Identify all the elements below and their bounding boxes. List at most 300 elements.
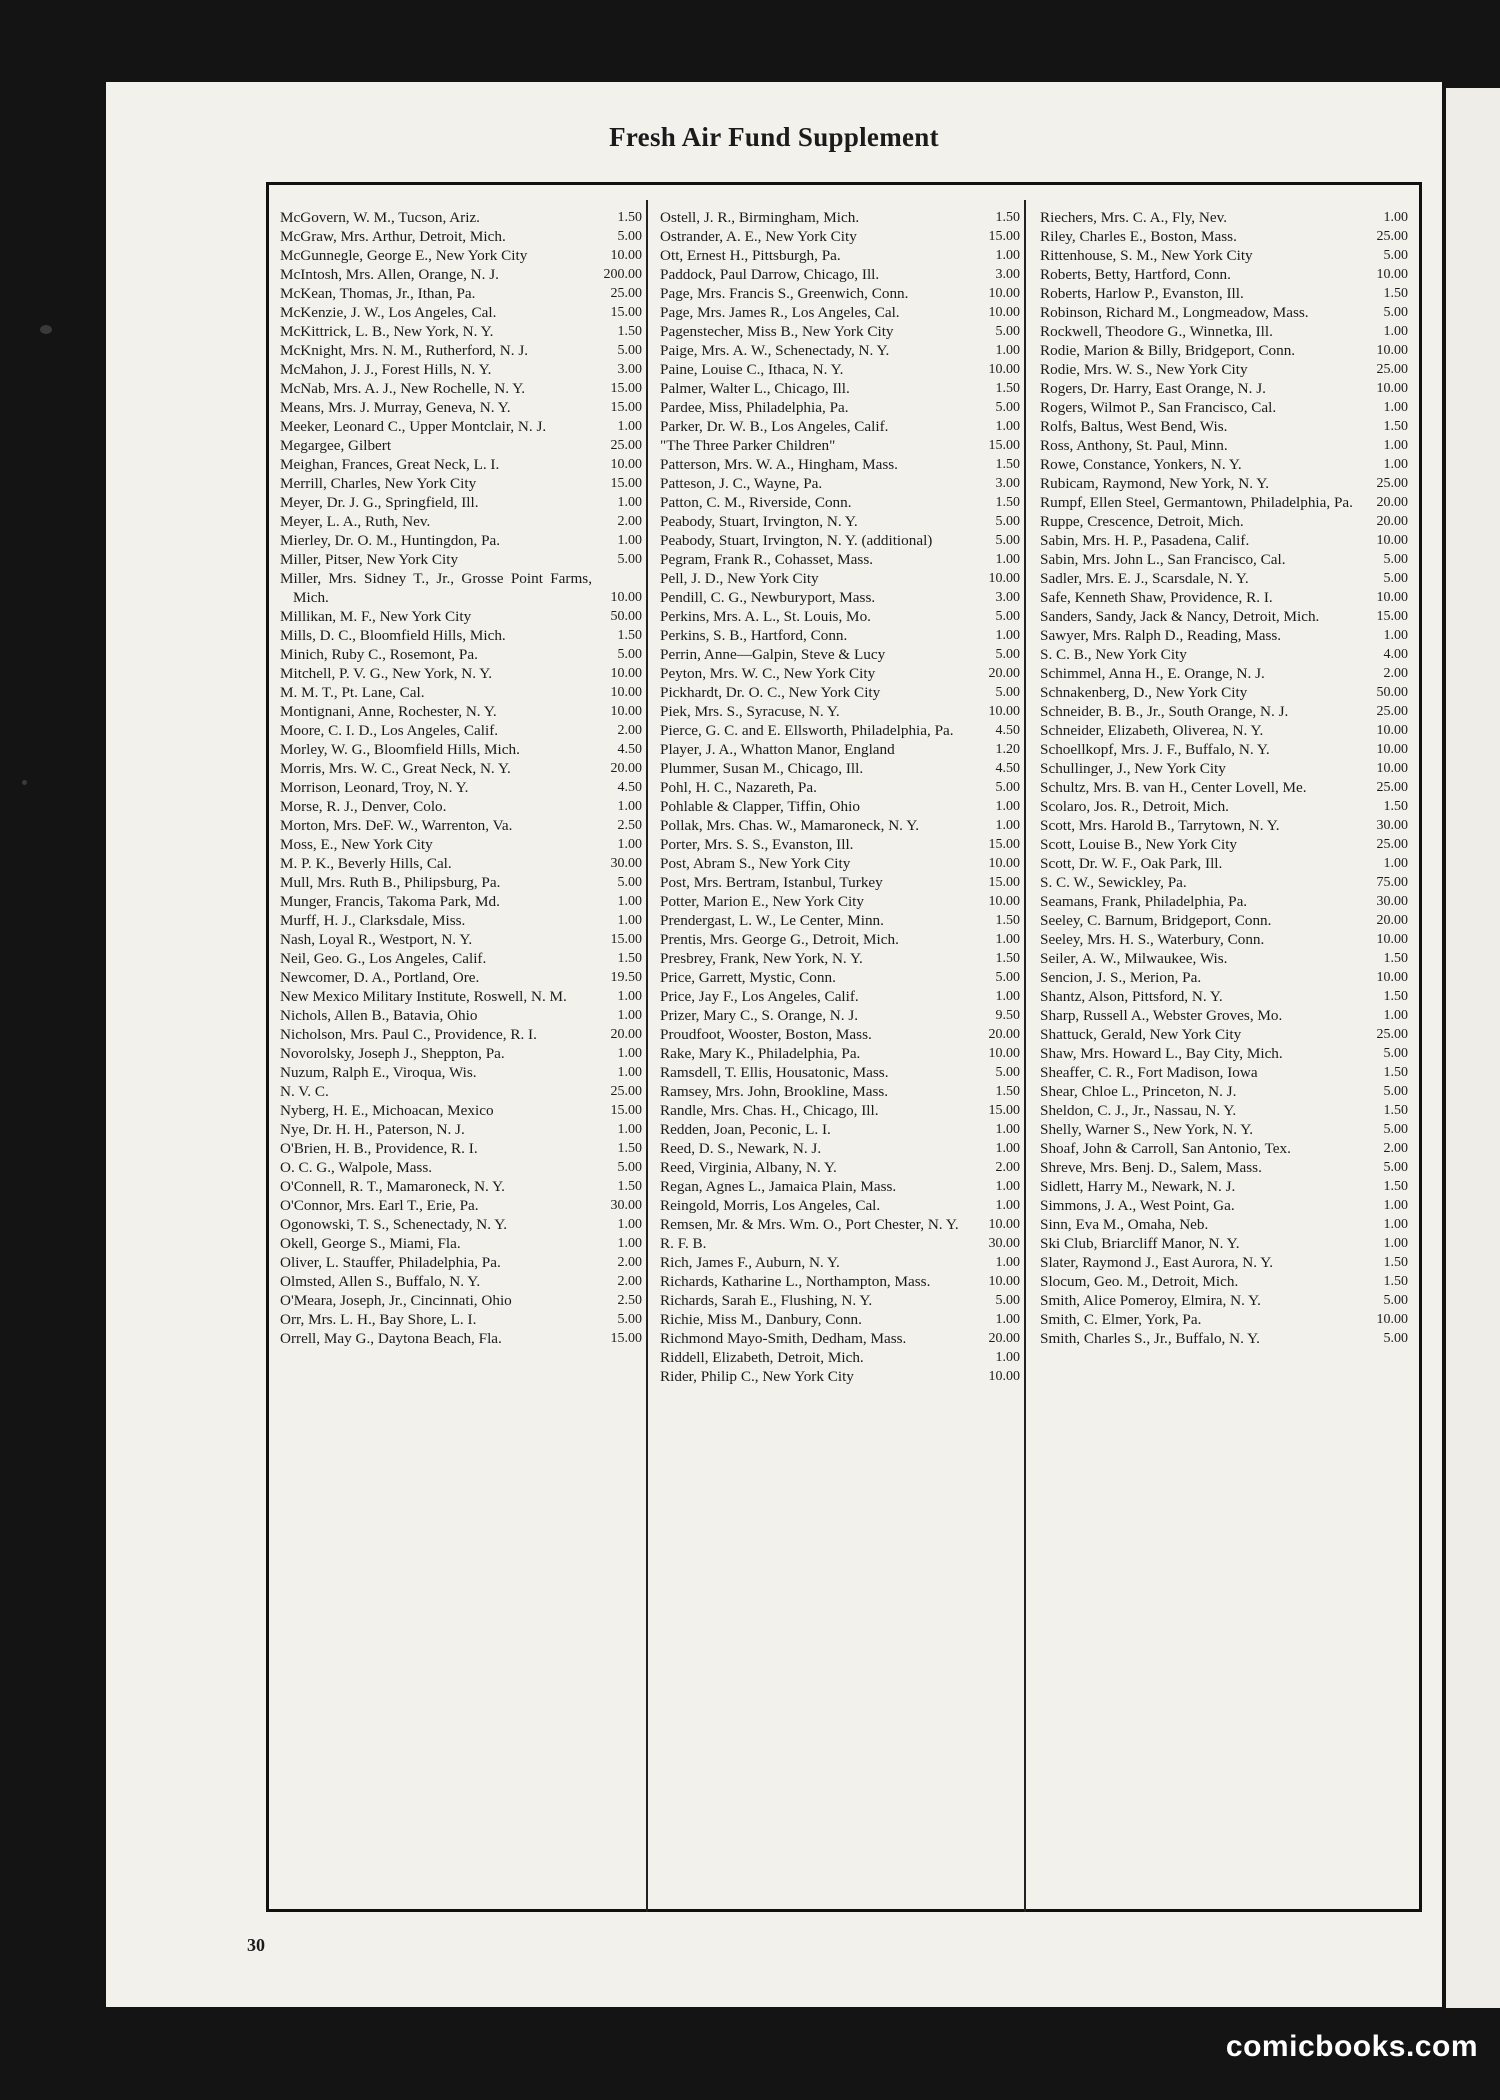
contributor-name: Paine, Louise C., Ithaca, N. Y.	[660, 361, 844, 378]
contributor-entry	[1040, 1177, 1408, 1196]
contributor-name: Pegram, Frank R., Cohasset, Mass.	[660, 551, 874, 568]
contribution-amount: 1.50	[1383, 799, 1408, 814]
contributor-entry	[660, 303, 1020, 322]
contribution-amount: 5.00	[617, 343, 642, 358]
contributor-name: Nicholson, Mrs. Paul C., Providence, R. I.	[280, 1026, 537, 1043]
contribution-amount: 75.00	[1376, 875, 1408, 890]
contribution-amount: 2.00	[995, 1160, 1020, 1175]
contribution-amount: 2.50	[617, 818, 642, 833]
contributor-name: Patton, C. M., Riverside, Conn.	[660, 494, 852, 511]
contributor-entry	[660, 1253, 1020, 1272]
contributor-name: O'Connor, Mrs. Earl T., Erie, Pa.	[280, 1197, 479, 1214]
contributor-name: M. M. T., Pt. Lane, Cal.	[280, 684, 425, 701]
contribution-amount: 1.00	[995, 1350, 1020, 1365]
contributor-name: Shaw, Mrs. Howard L., Bay City, Mich.	[1040, 1045, 1283, 1062]
contributor-entry	[660, 379, 1020, 398]
contribution-amount: 1.00	[1383, 457, 1408, 472]
contributor-entry	[280, 1291, 642, 1310]
contributor-entry	[280, 303, 642, 322]
contributor-entry	[660, 341, 1020, 360]
contributor-entry	[660, 1310, 1020, 1329]
contribution-amount: 5.00	[1383, 1160, 1408, 1175]
contributor-entry	[1040, 645, 1408, 664]
watermark-logo: comicbooks.com	[1225, 2030, 1478, 2063]
contributor-entry	[280, 911, 642, 930]
contributor-name: Parker, Dr. W. B., Los Angeles, Calif.	[660, 418, 889, 435]
contributor-entry	[280, 949, 642, 968]
contributor-entry	[280, 512, 642, 531]
contribution-amount: 1.50	[1383, 1179, 1408, 1194]
contributor-entry	[280, 1063, 642, 1082]
contributor-entry	[280, 246, 642, 265]
contributor-entry	[1040, 512, 1408, 531]
contributor-name: Schimmel, Anna H., E. Orange, N. J.	[1040, 665, 1265, 682]
contributor-name: Sheaffer, C. R., Fort Madison, Iowa	[1040, 1064, 1258, 1081]
contributor-entry	[280, 1272, 642, 1291]
contributor-name: Pickhardt, Dr. O. C., New York City	[660, 684, 881, 701]
contributor-entry	[280, 398, 642, 417]
contribution-amount: 10.00	[988, 305, 1020, 320]
contributor-name: Rittenhouse, S. M., New York City	[1040, 247, 1253, 264]
contributor-name: Page, Mrs. Francis S., Greenwich, Conn.	[660, 285, 909, 302]
contributor-name: Schullinger, J., New York City	[1040, 760, 1226, 777]
contributor-entry	[660, 246, 1020, 265]
contribution-amount: 5.00	[995, 324, 1020, 339]
contribution-amount: 5.00	[617, 875, 642, 890]
contribution-amount: 5.00	[617, 1312, 642, 1327]
contributor-name: Rubicam, Raymond, New York, N. Y.	[1040, 475, 1270, 492]
contributor-entry	[660, 1329, 1020, 1348]
contributor-entry	[660, 797, 1020, 816]
contributor-entry	[280, 1253, 642, 1272]
contribution-amount: 3.00	[617, 362, 642, 377]
contributor-entry	[280, 1310, 642, 1329]
contributor-name: Richie, Miss M., Danbury, Conn.	[660, 1311, 862, 1328]
contributor-entry	[660, 911, 1020, 930]
contributor-entry	[280, 930, 642, 949]
contributor-name: Meyer, L. A., Ruth, Nev.	[280, 513, 431, 530]
contributor-entry	[1040, 835, 1408, 854]
contributor-entry	[1040, 1101, 1408, 1120]
contributor-name: Newcomer, D. A., Portland, Ore.	[280, 969, 480, 986]
contribution-amount: 20.00	[1376, 514, 1408, 529]
contributor-name: Palmer, Walter L., Chicago, Ill.	[660, 380, 850, 397]
contributor-name: Richards, Sarah E., Flushing, N. Y.	[660, 1292, 873, 1309]
contributor-name: Scott, Louise B., New York City	[1040, 836, 1238, 853]
contributor-name: Ogonowski, T. S., Schenectady, N. Y.	[280, 1216, 508, 1233]
contribution-amount: 1.00	[1383, 1217, 1408, 1232]
contributor-entry	[280, 1006, 642, 1025]
contributor-name: Potter, Marion E., New York City	[660, 893, 864, 910]
contributor-name: Okell, George S., Miami, Fla.	[280, 1235, 461, 1252]
contribution-amount: 9.50	[995, 1008, 1020, 1023]
contributor-entry	[660, 1120, 1020, 1139]
contributor-name: Smith, Charles S., Jr., Buffalo, N. Y.	[1040, 1330, 1260, 1347]
contributor-name: Price, Jay F., Los Angeles, Calif.	[660, 988, 859, 1005]
contributor-name: Ski Club, Briarcliff Manor, N. Y.	[1040, 1235, 1240, 1252]
contributor-entry	[660, 702, 1020, 721]
contributor-name: Sheldon, C. J., Jr., Nassau, N. Y.	[1040, 1102, 1237, 1119]
contributor-entry	[1040, 1234, 1408, 1253]
contributor-name: Rogers, Wilmot P., San Francisco, Cal.	[1040, 399, 1277, 416]
contributor-entry	[280, 417, 642, 436]
contributor-entry	[660, 1272, 1020, 1291]
contributor-name: Miller, Pitser, New York City	[280, 551, 459, 568]
contribution-amount: 1.00	[995, 1179, 1020, 1194]
contributor-entry	[660, 1367, 1020, 1386]
contributor-entry	[280, 968, 642, 987]
contributor-name: Scott, Dr. W. F., Oak Park, Ill.	[1040, 855, 1223, 872]
contribution-amount: 15.00	[988, 229, 1020, 244]
contribution-amount: 5.00	[995, 400, 1020, 415]
contributor-entry	[1040, 721, 1408, 740]
contribution-amount: 20.00	[1376, 913, 1408, 928]
contribution-amount: 15.00	[988, 875, 1020, 890]
contributor-entry	[280, 702, 642, 721]
contributor-entry	[280, 759, 642, 778]
contributor-name: Randle, Mrs. Chas. H., Chicago, Ill.	[660, 1102, 879, 1119]
contribution-amount: 10.00	[988, 704, 1020, 719]
contributor-name: Rowe, Constance, Yonkers, N. Y.	[1040, 456, 1242, 473]
contributor-name: Paige, Mrs. A. W., Schenectady, N. Y.	[660, 342, 890, 359]
contribution-amount: 10.00	[988, 1274, 1020, 1289]
contributor-name: Pollak, Mrs. Chas. W., Mamaroneck, N. Y.	[660, 817, 920, 834]
contributor-entry	[660, 892, 1020, 911]
contributor-entry	[660, 1006, 1020, 1025]
contributor-name: S. C. W., Sewickley, Pa.	[1040, 874, 1187, 891]
contributor-entry	[1040, 1139, 1408, 1158]
contributor-entry	[660, 1063, 1020, 1082]
contributor-name: Riley, Charles E., Boston, Mass.	[1040, 228, 1237, 245]
contribution-amount: 1.50	[617, 210, 642, 225]
contributor-name: Orrell, May G., Daytona Beach, Fla.	[280, 1330, 502, 1347]
contributor-entry	[280, 664, 642, 683]
contributor-name: Sinn, Eva M., Omaha, Neb.	[1040, 1216, 1209, 1233]
contribution-amount: 1.00	[995, 1255, 1020, 1270]
contributor-entry	[660, 721, 1020, 740]
contributor-name: Piek, Mrs. S., Syracuse, N. Y.	[660, 703, 840, 720]
contribution-amount: 25.00	[1376, 837, 1408, 852]
contributor-name: Pohlable & Clapper, Tiffin, Ohio	[660, 798, 860, 815]
contributor-name: "The Three Parker Children"	[660, 437, 836, 454]
contributor-entry	[660, 1177, 1020, 1196]
contribution-amount: 1.50	[1383, 286, 1408, 301]
page-number: 30	[247, 1935, 265, 1955]
contributor-name: Seeley, C. Barnum, Bridgeport, Conn.	[1040, 912, 1272, 929]
contribution-amount: 5.00	[1383, 248, 1408, 263]
contributor-name: Shantz, Alson, Pittsford, N. Y.	[1040, 988, 1223, 1005]
contributor-entry	[1040, 341, 1408, 360]
contributor-entry	[1040, 208, 1408, 227]
contributor-name: Miller, Mrs. Sidney T., Jr., Grosse Point Farms, Mich.	[280, 570, 592, 606]
contributor-entry	[280, 1139, 642, 1158]
contributor-name: McGunnegle, George E., New York City	[280, 247, 528, 264]
contributor-entry	[280, 379, 642, 398]
contribution-amount: 1.00	[617, 799, 642, 814]
contributor-name: Reed, D. S., Newark, N. J.	[660, 1140, 822, 1157]
contributor-entry	[280, 816, 642, 835]
contributor-name: Nye, Dr. H. H., Paterson, N. J.	[280, 1121, 465, 1138]
contributor-entry	[660, 398, 1020, 417]
contribution-amount: 15.00	[610, 305, 642, 320]
contributor-name: Reingold, Morris, Los Angeles, Cal.	[660, 1197, 881, 1214]
contributor-name: McGovern, W. M., Tucson, Ariz.	[280, 209, 480, 226]
contributor-name: Riddell, Elizabeth, Detroit, Mich.	[660, 1349, 864, 1366]
contributor-name: Scott, Mrs. Harold B., Tarrytown, N. Y.	[1040, 817, 1280, 834]
contributor-name: Munger, Francis, Takoma Park, Md.	[280, 893, 500, 910]
contribution-amount: 1.00	[995, 248, 1020, 263]
contributor-entry	[660, 664, 1020, 683]
contributor-entry	[660, 531, 1020, 550]
contributor-entry	[280, 531, 642, 550]
contribution-amount: 5.00	[617, 647, 642, 662]
contributor-name: Reed, Virginia, Albany, N. Y.	[660, 1159, 837, 1176]
contributor-entry	[660, 683, 1020, 702]
contribution-amount: 10.00	[988, 856, 1020, 871]
contributor-entry	[280, 1177, 642, 1196]
contribution-amount: 50.00	[1376, 685, 1408, 700]
contributor-name: M. P. K., Beverly Hills, Cal.	[280, 855, 452, 872]
contribution-amount: 1.00	[617, 1065, 642, 1080]
contribution-amount: 5.00	[995, 970, 1020, 985]
contributor-entry	[280, 797, 642, 816]
contributor-name: Patterson, Mrs. W. A., Hingham, Mass.	[660, 456, 898, 473]
contribution-amount: 5.00	[1383, 1331, 1408, 1346]
contribution-amount: 15.00	[610, 932, 642, 947]
contributor-entry	[1040, 588, 1408, 607]
contributor-entry	[1040, 930, 1408, 949]
contributor-name: Merrill, Charles, New York City	[280, 475, 477, 492]
contributor-entry	[660, 284, 1020, 303]
contributor-name: Rodie, Marion & Billy, Bridgeport, Conn.	[1040, 342, 1296, 359]
contribution-amount: 25.00	[1376, 704, 1408, 719]
contribution-amount: 10.00	[1376, 723, 1408, 738]
contributor-entry	[280, 873, 642, 892]
contributor-entry	[660, 417, 1020, 436]
contribution-amount: 1.50	[617, 628, 642, 643]
contributor-name: Porter, Mrs. S. S., Evanston, Ill.	[660, 836, 854, 853]
contributor-entry	[1040, 949, 1408, 968]
contributor-entry	[280, 208, 642, 227]
contributor-name: Meeker, Leonard C., Upper Montclair, N. J.	[280, 418, 547, 435]
contributor-entry	[660, 987, 1020, 1006]
contributor-entry	[1040, 474, 1408, 493]
contributor-entry	[280, 1215, 642, 1234]
contributor-name: Post, Abram S., New York City	[660, 855, 851, 872]
contributor-entry	[660, 1215, 1020, 1234]
contributor-entry	[660, 759, 1020, 778]
contribution-amount: 1.00	[995, 799, 1020, 814]
contributor-name: Ramsey, Mrs. John, Brookline, Mass.	[660, 1083, 889, 1100]
contributor-name: Rolfs, Baltus, West Bend, Wis.	[1040, 418, 1228, 435]
contributor-name: S. C. B., New York City	[1040, 646, 1187, 663]
contributor-name: Plummer, Susan M., Chicago, Ill.	[660, 760, 864, 777]
contribution-amount: 5.00	[995, 780, 1020, 795]
contributor-name: Rockwell, Theodore G., Winnetka, Ill.	[1040, 323, 1273, 340]
contributor-name: Redden, Joan, Peconic, L. I.	[660, 1121, 831, 1138]
contribution-amount: 1.50	[1383, 1103, 1408, 1118]
contribution-amount: 10.00	[988, 362, 1020, 377]
contribution-amount: 1.50	[995, 210, 1020, 225]
contribution-amount: 2.00	[1383, 1141, 1408, 1156]
contributor-entry	[660, 436, 1020, 455]
contributor-name: McIntosh, Mrs. Allen, Orange, N. J.	[280, 266, 499, 283]
contributor-name: Rich, James F., Auburn, N. Y.	[660, 1254, 840, 1271]
contribution-amount: 10.00	[1376, 932, 1408, 947]
contributor-name: Robinson, Richard M., Longmeadow, Mass.	[1040, 304, 1309, 321]
contribution-amount: 1.50	[1383, 1065, 1408, 1080]
contribution-amount: 25.00	[610, 1084, 642, 1099]
contribution-amount: 4.50	[995, 723, 1020, 738]
contributor-entry	[1040, 1025, 1408, 1044]
contributor-entry	[660, 607, 1020, 626]
contributor-entry	[1040, 664, 1408, 683]
contributor-entry	[280, 360, 642, 379]
contribution-amount: 1.00	[995, 1122, 1020, 1137]
contribution-amount: 10.00	[1376, 343, 1408, 358]
contributor-name: Shoaf, John & Carroll, San Antonio, Tex.	[1040, 1140, 1291, 1157]
contributor-entry	[660, 360, 1020, 379]
contributor-entry	[1040, 436, 1408, 455]
contributor-name: Schneider, Elizabeth, Oliverea, N. Y.	[1040, 722, 1264, 739]
contribution-amount: 4.50	[995, 761, 1020, 776]
contributor-name: McMahon, J. J., Forest Hills, N. Y.	[280, 361, 492, 378]
contribution-amount: 1.00	[995, 818, 1020, 833]
contributor-name: Mitchell, P. V. G., New York, N. Y.	[280, 665, 493, 682]
contribution-amount: 1.00	[1383, 1198, 1408, 1213]
contributor-entry	[660, 1139, 1020, 1158]
contributor-name: Seamans, Frank, Philadelphia, Pa.	[1040, 893, 1248, 910]
contributor-name: Shattuck, Gerald, New York City	[1040, 1026, 1242, 1043]
contributor-name: Pardee, Miss, Philadelphia, Pa.	[660, 399, 849, 416]
contributor-entry	[1040, 797, 1408, 816]
contributor-entry	[280, 1120, 642, 1139]
contribution-amount: 10.00	[1376, 533, 1408, 548]
contributor-entry	[1040, 455, 1408, 474]
contributor-name: Sabin, Mrs. John L., San Francisco, Cal.	[1040, 551, 1286, 568]
contributor-entry	[660, 265, 1020, 284]
contributor-entry	[280, 607, 642, 626]
contribution-amount: 30.00	[1376, 894, 1408, 909]
contribution-amount: 25.00	[1376, 362, 1408, 377]
contribution-amount: 1.50	[995, 495, 1020, 510]
contributor-name: McKnight, Mrs. N. M., Rutherford, N. J.	[280, 342, 529, 359]
contributor-name: Meyer, Dr. J. G., Springfield, Ill.	[280, 494, 479, 511]
contributor-name: Shreve, Mrs. Benj. D., Salem, Mass.	[1040, 1159, 1262, 1176]
contribution-amount: 10.00	[988, 571, 1020, 586]
contributor-entry	[1040, 284, 1408, 303]
contributor-name: Ruppe, Crescence, Detroit, Mich.	[1040, 513, 1244, 530]
contributor-entry	[660, 816, 1020, 835]
contribution-amount: 5.00	[995, 1065, 1020, 1080]
contributor-name: Ramsdell, T. Ellis, Housatonic, Mass.	[660, 1064, 889, 1081]
contributor-entry	[280, 778, 642, 797]
contributor-name: Rogers, Dr. Harry, East Orange, N. J.	[1040, 380, 1266, 397]
contributor-entry	[660, 740, 1020, 759]
contributor-name: Rodie, Mrs. W. S., New York City	[1040, 361, 1248, 378]
contribution-amount: 5.00	[617, 552, 642, 567]
contributor-entry	[660, 1348, 1020, 1367]
column-divider-1	[646, 200, 648, 1912]
contributor-entry	[660, 1234, 1020, 1253]
contribution-amount: 2.50	[617, 1293, 642, 1308]
contributor-entry	[280, 474, 642, 493]
contributor-name: Prendergast, L. W., Le Center, Minn.	[660, 912, 884, 929]
contributor-entry	[660, 778, 1020, 797]
contributor-entry	[1040, 1082, 1408, 1101]
contributor-name: Seiler, A. W., Milwaukee, Wis.	[1040, 950, 1228, 967]
contributor-name: Megargee, Gilbert	[280, 437, 392, 454]
contributor-name: Pell, J. D., New York City	[660, 570, 819, 587]
contributor-name: N. V. C.	[280, 1083, 329, 1100]
contributor-entry	[280, 835, 642, 854]
contributor-name: Post, Mrs. Bertram, Istanbul, Turkey	[660, 874, 883, 891]
contributor-name: Player, J. A., Whatton Manor, England	[660, 741, 895, 758]
contributor-name: Olmsted, Allen S., Buffalo, N. Y.	[280, 1273, 481, 1290]
contribution-amount: 1.50	[1383, 419, 1408, 434]
contribution-amount: 1.00	[617, 533, 642, 548]
contributor-entry	[280, 1082, 642, 1101]
contribution-amount: 1.00	[995, 419, 1020, 434]
contributor-entry	[1040, 892, 1408, 911]
contributor-entry	[660, 968, 1020, 987]
contribution-amount: 200.00	[603, 267, 642, 282]
contribution-amount: 10.00	[1376, 381, 1408, 396]
contributor-entry	[660, 474, 1020, 493]
contributor-entry	[1040, 1310, 1408, 1329]
contributor-entry	[1040, 360, 1408, 379]
contribution-amount: 10.00	[1376, 267, 1408, 282]
contributor-name: Sadler, Mrs. E. J., Scarsdale, N. Y.	[1040, 570, 1249, 587]
contributor-name: Roberts, Betty, Hartford, Conn.	[1040, 266, 1231, 283]
contributor-entry	[660, 322, 1020, 341]
contributor-entry	[1040, 417, 1408, 436]
contributor-name: McKittrick, L. B., New York, N. Y.	[280, 323, 494, 340]
contributor-name: McKenzie, J. W., Los Angeles, Cal.	[280, 304, 497, 321]
contributor-name: Perkins, S. B., Hartford, Conn.	[660, 627, 848, 644]
contributor-name: Schultz, Mrs. B. van H., Center Lovell, Me.	[1040, 779, 1307, 796]
contributor-name: Nichols, Allen B., Batavia, Ohio	[280, 1007, 478, 1024]
contribution-amount: 25.00	[1376, 476, 1408, 491]
contributor-entry	[280, 1234, 642, 1253]
contribution-amount: 5.00	[617, 1160, 642, 1175]
contributor-name: Richmond Mayo-Smith, Dedham, Mass.	[660, 1330, 907, 1347]
contributor-name: Morton, Mrs. DeF. W., Warrenton, Va.	[280, 817, 513, 834]
contributor-entry	[660, 949, 1020, 968]
contributor-entry	[660, 550, 1020, 569]
contribution-amount: 2.00	[617, 514, 642, 529]
contributor-entry	[660, 835, 1020, 854]
contribution-amount: 10.00	[610, 685, 642, 700]
contributor-entry	[660, 493, 1020, 512]
contributor-entry	[280, 284, 642, 303]
contribution-amount: 4.50	[617, 742, 642, 757]
contribution-amount: 1.50	[617, 1179, 642, 1194]
contributor-name: Novorolsky, Joseph J., Sheppton, Pa.	[280, 1045, 505, 1062]
contribution-amount: 20.00	[988, 1027, 1020, 1042]
contributor-name: Schoellkopf, Mrs. J. F., Buffalo, N. Y.	[1040, 741, 1270, 758]
contribution-amount: 1.00	[617, 837, 642, 852]
contribution-amount: 10.00	[1376, 970, 1408, 985]
contributor-name: Shelly, Warner S., New York, N. Y.	[1040, 1121, 1254, 1138]
contributor-entry	[660, 208, 1020, 227]
contributor-entry	[1040, 854, 1408, 873]
contribution-amount: 15.00	[988, 438, 1020, 453]
contribution-amount: 5.00	[995, 1293, 1020, 1308]
contribution-amount: 10.00	[610, 457, 642, 472]
contribution-amount: 30.00	[1376, 818, 1408, 833]
contributor-name: Sawyer, Mrs. Ralph D., Reading, Mass.	[1040, 627, 1282, 644]
